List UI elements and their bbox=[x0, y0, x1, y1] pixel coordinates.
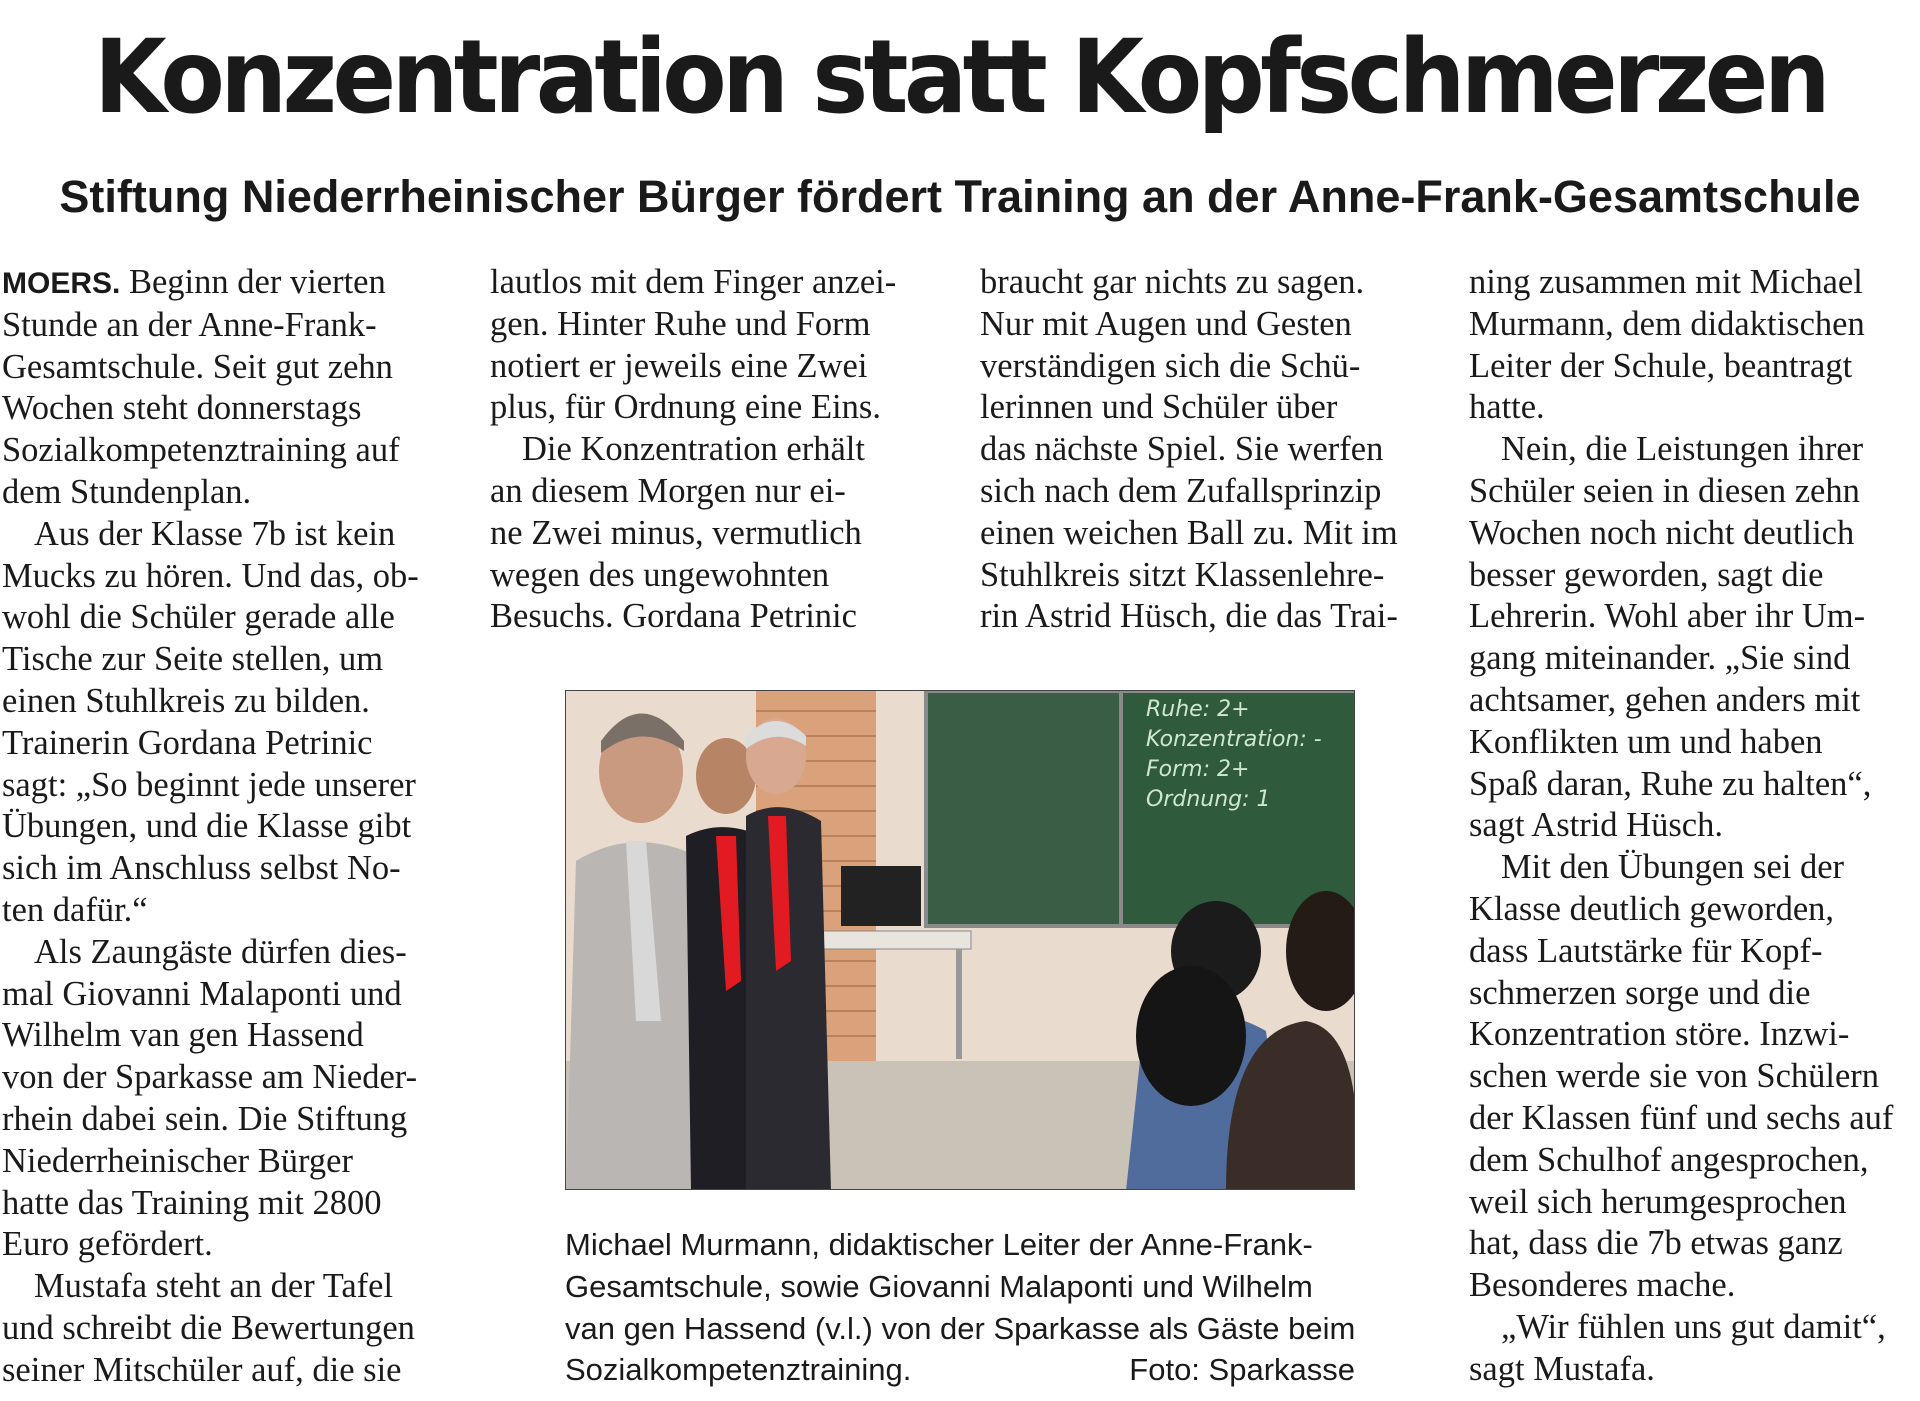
photo-bag bbox=[841, 866, 921, 926]
article-line bbox=[1469, 889, 1919, 931]
article-line bbox=[2, 723, 472, 765]
article-line-text: Spaß daran, Ruhe zu halten“, bbox=[1469, 764, 1872, 803]
article-line-text: braucht gar nichts zu sagen. bbox=[980, 263, 1365, 301]
article-column-3 bbox=[980, 262, 1450, 638]
article-line-text: Konflikten um und haben bbox=[1469, 722, 1823, 761]
article-line bbox=[2, 472, 472, 514]
article-line-text: sagt Mustafa. bbox=[1469, 1349, 1655, 1388]
article-line-text: hat, dass die 7b etwas ganz bbox=[1469, 1224, 1843, 1263]
article-line-text: an diesem Morgen nur ei- bbox=[490, 471, 846, 510]
article-line bbox=[2, 1099, 472, 1141]
article-line bbox=[2, 262, 472, 305]
article-line bbox=[1469, 1265, 1919, 1307]
article-line bbox=[490, 387, 960, 429]
article-line bbox=[1469, 973, 1919, 1015]
article-line-text: rin Astrid Hüsch, die das Trai- bbox=[980, 597, 1398, 636]
article-line bbox=[1469, 596, 1919, 638]
article-line bbox=[2, 514, 472, 556]
article-line-text: das nächste Spiel. Sie werfen bbox=[980, 430, 1384, 469]
article-line bbox=[980, 471, 1450, 513]
article-line bbox=[490, 471, 960, 513]
article-line bbox=[1469, 1307, 1919, 1349]
article-line bbox=[490, 262, 960, 304]
article-line-text: sagt: „So beginnt jede unserer bbox=[2, 765, 416, 804]
board-line-1: Ruhe: 2+ bbox=[1146, 697, 1250, 722]
article-line-text: sagt Astrid Hüsch. bbox=[1469, 806, 1723, 845]
article-line-text: Die Konzentration erhält bbox=[522, 430, 865, 469]
article-line-text: verständigen sich die Schü- bbox=[980, 346, 1361, 385]
article-line bbox=[1469, 764, 1919, 806]
article-line bbox=[980, 596, 1450, 638]
article-line bbox=[2, 597, 472, 639]
article-line bbox=[980, 304, 1450, 346]
article-line bbox=[1469, 429, 1919, 471]
article-line bbox=[490, 346, 960, 388]
board-line-3: Form: 2+ bbox=[1146, 757, 1250, 782]
article-column-4 bbox=[1469, 262, 1919, 1391]
photo-desk bbox=[806, 931, 971, 949]
article-column-2 bbox=[490, 262, 960, 638]
article-line-text: Besuchs. Gordana Petrinic bbox=[490, 597, 857, 636]
article-line-text: ning zusammen mit Michael bbox=[1469, 263, 1863, 301]
article-line bbox=[2, 974, 472, 1016]
article-line bbox=[1469, 805, 1919, 847]
article-line-text: seiner Mitschüler auf, die sie bbox=[2, 1350, 402, 1389]
article-line-text: der Klassen fünf und sechs auf bbox=[1469, 1098, 1894, 1137]
article-line-text: Wochen noch nicht deutlich bbox=[1469, 513, 1855, 552]
article-line-text: Aus der Klasse 7b ist kein bbox=[34, 514, 396, 553]
article-line bbox=[1469, 1223, 1919, 1265]
article-line bbox=[2, 681, 472, 723]
article-line bbox=[2, 932, 472, 974]
headline: Konzentration statt Kopfschmerzen bbox=[93, 18, 1827, 137]
article-column-1 bbox=[2, 262, 472, 1392]
article-line bbox=[490, 429, 960, 471]
article-line-text: Beginn der vierten bbox=[128, 263, 386, 301]
article-line-text: Wochen steht donnerstags bbox=[2, 389, 362, 428]
article-line bbox=[1469, 847, 1919, 889]
article-line-text: Mustafa steht an der Tafel bbox=[34, 1267, 394, 1306]
article-line bbox=[1469, 471, 1919, 513]
article-line bbox=[1469, 680, 1919, 722]
article-line-text: gang miteinander. „Sie sind bbox=[1469, 639, 1851, 678]
photo-person-3-body bbox=[746, 807, 831, 1190]
article-line-text: dass Lautstärke für Kopf- bbox=[1469, 931, 1823, 970]
article-line-text: rhein dabei sein. Die Stiftung bbox=[2, 1099, 408, 1138]
article-line bbox=[1469, 1056, 1919, 1098]
article-line-text: Gesamtschule. Seit gut zehn bbox=[2, 347, 393, 386]
article-line bbox=[980, 387, 1450, 429]
article-line-text: wegen des ungewohnten bbox=[490, 555, 830, 594]
article-line bbox=[1469, 638, 1919, 680]
article-line-text: Mit den Übungen sei der bbox=[1501, 848, 1845, 887]
article-line-text: schmerzen sorge und die bbox=[1469, 973, 1811, 1012]
article-line-text: Schüler seien in diesen zehn bbox=[1469, 471, 1860, 510]
article-line bbox=[2, 806, 472, 848]
caption-line: van gen Hassend (v.l.) von der Sparkasse als Gäste beim bbox=[565, 1310, 1356, 1346]
caption-line: Michael Murmann, didaktischer Leiter der Anne-Frank- bbox=[565, 1227, 1313, 1262]
photo-caption bbox=[565, 1224, 1355, 1391]
article-line-text: Euro gefördert. bbox=[2, 1225, 213, 1264]
article-line-text: notiert er jeweils eine Zwei bbox=[490, 346, 868, 385]
article-line-text: Trainerin Gordana Petrinic bbox=[2, 723, 373, 762]
article-line-text: besser geworden, sagt die bbox=[1469, 555, 1824, 594]
board-line-2: Konzentration: - bbox=[1146, 727, 1322, 752]
caption-line: Gesamtschule, sowie Giovanni Malaponti und Wilhelm bbox=[565, 1268, 1313, 1304]
article-line-text: Nur mit Augen und Gesten bbox=[980, 304, 1352, 343]
article-line-text: Sozialkompetenztraining auf bbox=[2, 431, 400, 470]
article-line bbox=[1469, 1182, 1919, 1224]
article-line bbox=[1469, 1140, 1919, 1182]
article-line bbox=[2, 1266, 472, 1308]
article-line bbox=[2, 305, 472, 347]
article-line bbox=[1469, 555, 1919, 597]
subheadline: Stiftung Niederrheinischer Bürger fördert Training an der Anne-Frank-Gesamtschule bbox=[59, 171, 1861, 222]
article-line-text: sich nach dem Zufallsprinzip bbox=[980, 471, 1382, 510]
article-line-text: Besonderes mache. bbox=[1469, 1266, 1736, 1305]
article-line-text: Leiter der Schule, beantragt bbox=[1469, 346, 1853, 385]
article-line-text: wohl die Schüler gerade alle bbox=[2, 598, 395, 637]
article-line-text: einen weichen Ball zu. Mit im bbox=[980, 513, 1398, 552]
caption-line: Sozialkompetenztraining. bbox=[565, 1352, 912, 1388]
article-line-text: Niederrheinischer Bürger bbox=[2, 1141, 353, 1180]
article-line bbox=[1469, 387, 1919, 429]
classroom-photo bbox=[566, 691, 1355, 1190]
article-line bbox=[980, 262, 1450, 304]
article-line bbox=[2, 639, 472, 681]
article-line bbox=[2, 890, 472, 932]
article-line bbox=[2, 1350, 472, 1392]
article-line bbox=[490, 513, 960, 555]
photo-board-left bbox=[926, 691, 1121, 926]
photo-credit: Foto: Sparkasse bbox=[1129, 1352, 1355, 1388]
article-line bbox=[1469, 1098, 1919, 1140]
article-line bbox=[490, 304, 960, 346]
article-line bbox=[2, 1183, 472, 1225]
article-line bbox=[2, 1015, 472, 1057]
article-line bbox=[2, 848, 472, 890]
article-line-text: gen. Hinter Ruhe und Form bbox=[490, 304, 871, 343]
article-line bbox=[980, 429, 1450, 471]
article-line-text: achtsamer, gehen anders mit bbox=[1469, 680, 1861, 719]
article-line-text: plus, für Ordnung eine Eins. bbox=[490, 388, 881, 427]
article-line-text: Klasse deutlich geworden, bbox=[1469, 889, 1835, 928]
article-line bbox=[1469, 722, 1919, 764]
article-line bbox=[2, 347, 472, 389]
article-line-text: „Wir fühlen uns gut damit“, bbox=[1501, 1307, 1886, 1346]
article-line-text: und schreibt die Bewertungen bbox=[2, 1308, 415, 1347]
article-line-text: Stuhlkreis sitzt Klassenlehre- bbox=[980, 555, 1385, 594]
article-line bbox=[1469, 1014, 1919, 1056]
article-line-text: Mucks zu hören. Und das, ob- bbox=[2, 556, 419, 595]
article-photo bbox=[565, 690, 1355, 1190]
article-line-text: weil sich herumgesprochen bbox=[1469, 1182, 1847, 1221]
article-line bbox=[1469, 931, 1919, 973]
article-line bbox=[2, 388, 472, 430]
article-line-text: Übungen, und die Klasse gibt bbox=[2, 807, 412, 846]
article-line-text: Tische zur Seite stellen, um bbox=[2, 640, 384, 679]
article-line bbox=[2, 1057, 472, 1099]
article-line-text: von der Sparkasse am Nieder- bbox=[2, 1058, 418, 1097]
article-line bbox=[980, 513, 1450, 555]
article-line bbox=[490, 555, 960, 597]
article-line-text: lautlos mit dem Finger anzei- bbox=[490, 263, 897, 301]
board-line-4: Ordnung: 1 bbox=[1146, 787, 1271, 812]
article-line-text: schen werde sie von Schülern bbox=[1469, 1057, 1880, 1096]
article-line bbox=[1469, 1349, 1919, 1391]
dateline: MOERS. bbox=[2, 267, 121, 300]
article-line-text: Wilhelm van gen Hassend bbox=[2, 1016, 364, 1055]
article-line-text: lerinnen und Schüler über bbox=[980, 388, 1338, 427]
article-line bbox=[980, 346, 1450, 388]
article-line-text: mal Giovanni Malaponti und bbox=[2, 974, 402, 1013]
article-line-text: Nein, die Leistungen ihrer bbox=[1501, 430, 1864, 469]
article-line bbox=[1469, 262, 1919, 304]
article-line bbox=[980, 555, 1450, 597]
article-line-text: Als Zaungäste dürfen dies- bbox=[34, 932, 407, 971]
article-line bbox=[1469, 304, 1919, 346]
article-line bbox=[2, 1308, 472, 1350]
article-line-text: dem Schulhof angesprochen, bbox=[1469, 1140, 1869, 1179]
article-line bbox=[2, 556, 472, 598]
article-line-text: Stunde an der Anne-Frank- bbox=[2, 305, 377, 344]
article-line-text: einen Stuhlkreis zu bilden. bbox=[2, 681, 370, 720]
article-line bbox=[2, 1141, 472, 1183]
article-line bbox=[2, 765, 472, 807]
article-line-text: hatte. bbox=[1469, 388, 1545, 427]
article-line bbox=[1469, 346, 1919, 388]
article-line-text: ten dafür.“ bbox=[2, 890, 148, 929]
article-line bbox=[2, 430, 472, 472]
article-line-text: Murmann, dem didaktischen bbox=[1469, 304, 1865, 343]
article-line-text: hatte das Training mit 2800 bbox=[2, 1183, 382, 1222]
article-line-text: Konzentration störe. Inzwi- bbox=[1469, 1015, 1850, 1054]
article-line bbox=[1469, 513, 1919, 555]
article-line-text: dem Stundenplan. bbox=[2, 472, 252, 511]
article-line bbox=[490, 596, 960, 638]
article-line-text: sich im Anschluss selbst No- bbox=[2, 849, 401, 888]
article-line-text: ne Zwei minus, vermutlich bbox=[490, 513, 862, 552]
article-line bbox=[2, 1224, 472, 1266]
article-line-text: Lehrerin. Wohl aber ihr Um- bbox=[1469, 597, 1866, 636]
